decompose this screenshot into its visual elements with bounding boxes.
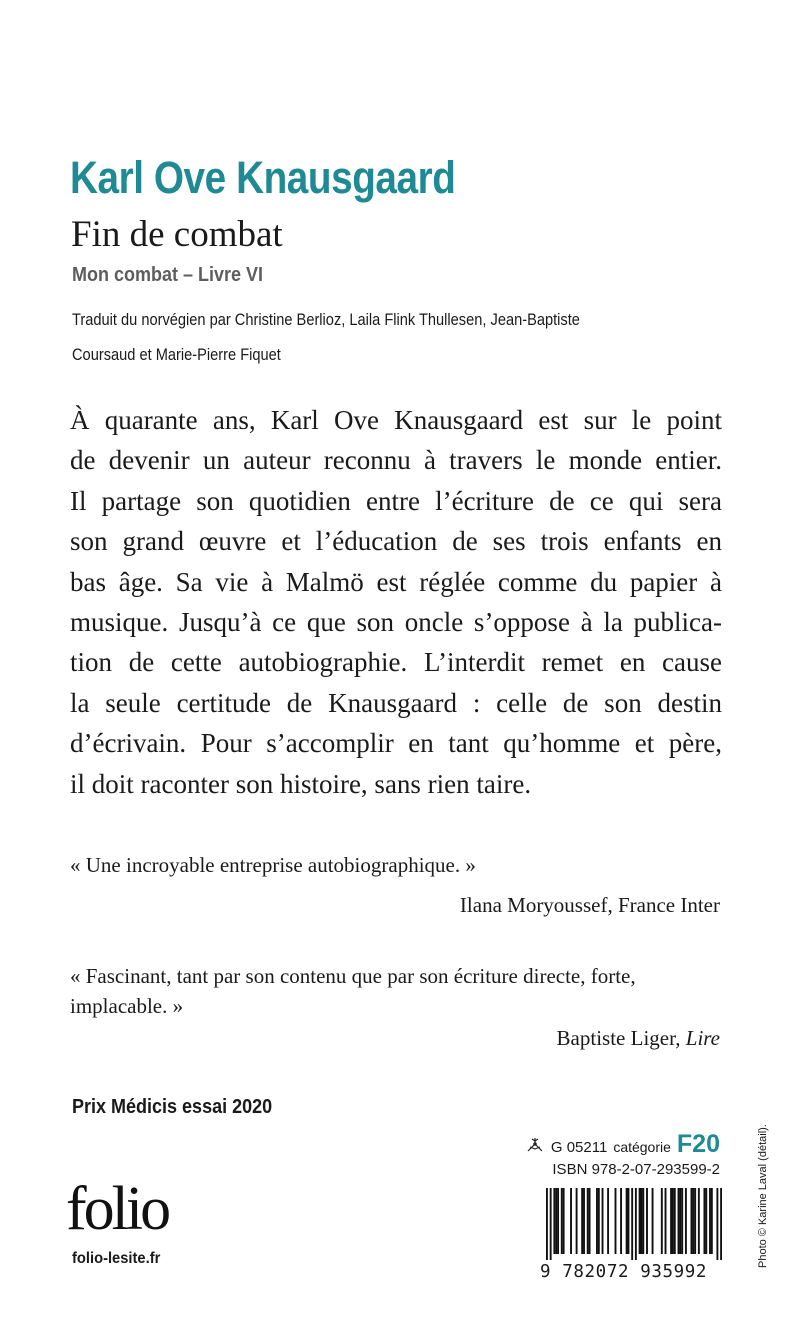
barcode-bar [716, 1188, 718, 1260]
barcode-bar [628, 1188, 630, 1254]
synopsis-line: bas âge. Sa vie à Malmö est réglée comme du papier à [70, 566, 722, 597]
synopsis-line: la seule certitude de Knausgaard : celle de son destin [70, 687, 722, 718]
synopsis-line: d’écrivain. Pour s’accomplir en tant qu’homme et père, [70, 728, 722, 759]
translator-line: Traduit du norvégien par Christine Berlioz, Laila Flink Thullesen, Jean-Baptiste [72, 310, 580, 329]
press-quote [70, 850, 722, 880]
translator-line: Coursaud et Marie-Pierre Fiquet [72, 345, 281, 364]
barcode-bar [661, 1188, 663, 1254]
synopsis-line: son grand œuvre et l’éducation de ses trois enfants en [70, 526, 722, 557]
barcode-bar [626, 1188, 628, 1254]
barcode [546, 1188, 722, 1260]
synopsis-line: Il partage son quotidien entre l’écriture de ce qui sera [70, 485, 722, 516]
barcode-bar [711, 1188, 713, 1254]
barcode-bar [557, 1188, 559, 1254]
barcode-bar [602, 1188, 604, 1254]
barcode-bar [652, 1188, 654, 1254]
barcode-bar [615, 1188, 617, 1254]
barcode-bar [694, 1188, 696, 1254]
barcode-bar [570, 1188, 572, 1254]
barcode-bar [705, 1188, 707, 1254]
barcode-bar [607, 1188, 609, 1254]
barcode-bar [640, 1188, 642, 1254]
photo-credit [757, 1124, 769, 1268]
product-codes [525, 1130, 720, 1178]
translator-credits [72, 302, 691, 372]
barcode-bar [581, 1188, 583, 1254]
barcode-bar [703, 1188, 705, 1254]
award-line: Prix Médicis essai 2020 [72, 1096, 273, 1118]
quote-attribution: Ilana Moryoussef, France Inter [459, 893, 720, 917]
g-code: G 05211 [550, 1139, 608, 1156]
press-quote [70, 961, 722, 1021]
publisher-website: folio-lesite.fr [72, 1250, 161, 1267]
barcode-bar [670, 1188, 672, 1254]
barcode-bar [576, 1188, 578, 1254]
barcode-bar [631, 1188, 633, 1260]
barcode-bar [555, 1188, 557, 1254]
barcode-bar [681, 1188, 683, 1254]
barcode-bar [672, 1188, 674, 1254]
barcode-bar [587, 1188, 589, 1254]
barcode-bar [583, 1188, 585, 1254]
barcode-bar [646, 1188, 648, 1254]
synopsis-line: il doit raconter son histoire, sans rien taire. [70, 768, 532, 799]
barcode-bar [698, 1188, 700, 1254]
photo-credit-prefix: Photo © Karine Laval [757, 1163, 769, 1268]
barcode-bar [642, 1188, 644, 1254]
quote-line: « Une incroyable entreprise autobiographique. » [70, 853, 476, 877]
barcode-bar [550, 1188, 552, 1260]
isbn: ISBN 978-2-07-293599-2 [552, 1161, 720, 1178]
synopsis-line: À quarante ans, Karl Ove Knausgaard est sur le point [70, 405, 722, 435]
barcode-bar [553, 1188, 555, 1254]
barcode-bar [596, 1188, 598, 1254]
author-name: Karl Ove Knausgaard [70, 152, 456, 203]
quote-line: « Fascinant, tant par son contenu que par son écriture directe, forte, [70, 964, 636, 988]
synopsis [70, 400, 722, 804]
barcode-bar [563, 1188, 565, 1254]
barcode-bar [685, 1188, 687, 1254]
barcode-bar [720, 1188, 722, 1260]
quote-line: implacable. » [70, 994, 184, 1018]
book-title: Fin de combat [71, 214, 283, 255]
photo-credit-suffix: (détail). [757, 1124, 769, 1161]
barcode-bar [639, 1188, 641, 1254]
synopsis-line: tion de cette autobiographie. L’interdit remet en cause [70, 647, 722, 678]
barcode-bar [679, 1188, 681, 1254]
synopsis-line: de devenir un auteur reconnu à travers le monde entier. [70, 445, 722, 476]
price-category: F20 [676, 1130, 720, 1158]
barcode-bar [678, 1188, 680, 1254]
barcode-bar [561, 1188, 563, 1254]
barcode-bar [691, 1188, 693, 1254]
quote-attribution [557, 1026, 720, 1051]
barcode-bar [665, 1188, 667, 1254]
barcode-bar [546, 1188, 548, 1260]
barcode-bar [674, 1188, 676, 1254]
barcode-bar [709, 1188, 711, 1254]
barcode-bar [635, 1188, 637, 1260]
barcode-bar [589, 1188, 591, 1254]
attribution-source: Lire [685, 1026, 720, 1050]
barcode-bar [620, 1188, 622, 1254]
barcode-bar [598, 1188, 600, 1254]
series-name: Mon combat – Livre VI [72, 264, 264, 286]
folio-logo: folio [66, 1175, 169, 1243]
synopsis-line: musique. Jusqu’à ce que son oncle s’oppose à la publica- [70, 607, 722, 638]
gallimard-logo-icon [525, 1135, 545, 1155]
attribution-name: Baptiste Liger, [556, 1026, 681, 1050]
category-label: catégorie [613, 1139, 671, 1155]
barcode-bar [692, 1188, 694, 1254]
barcode-digits: 9 782072 935992 [540, 1262, 708, 1282]
